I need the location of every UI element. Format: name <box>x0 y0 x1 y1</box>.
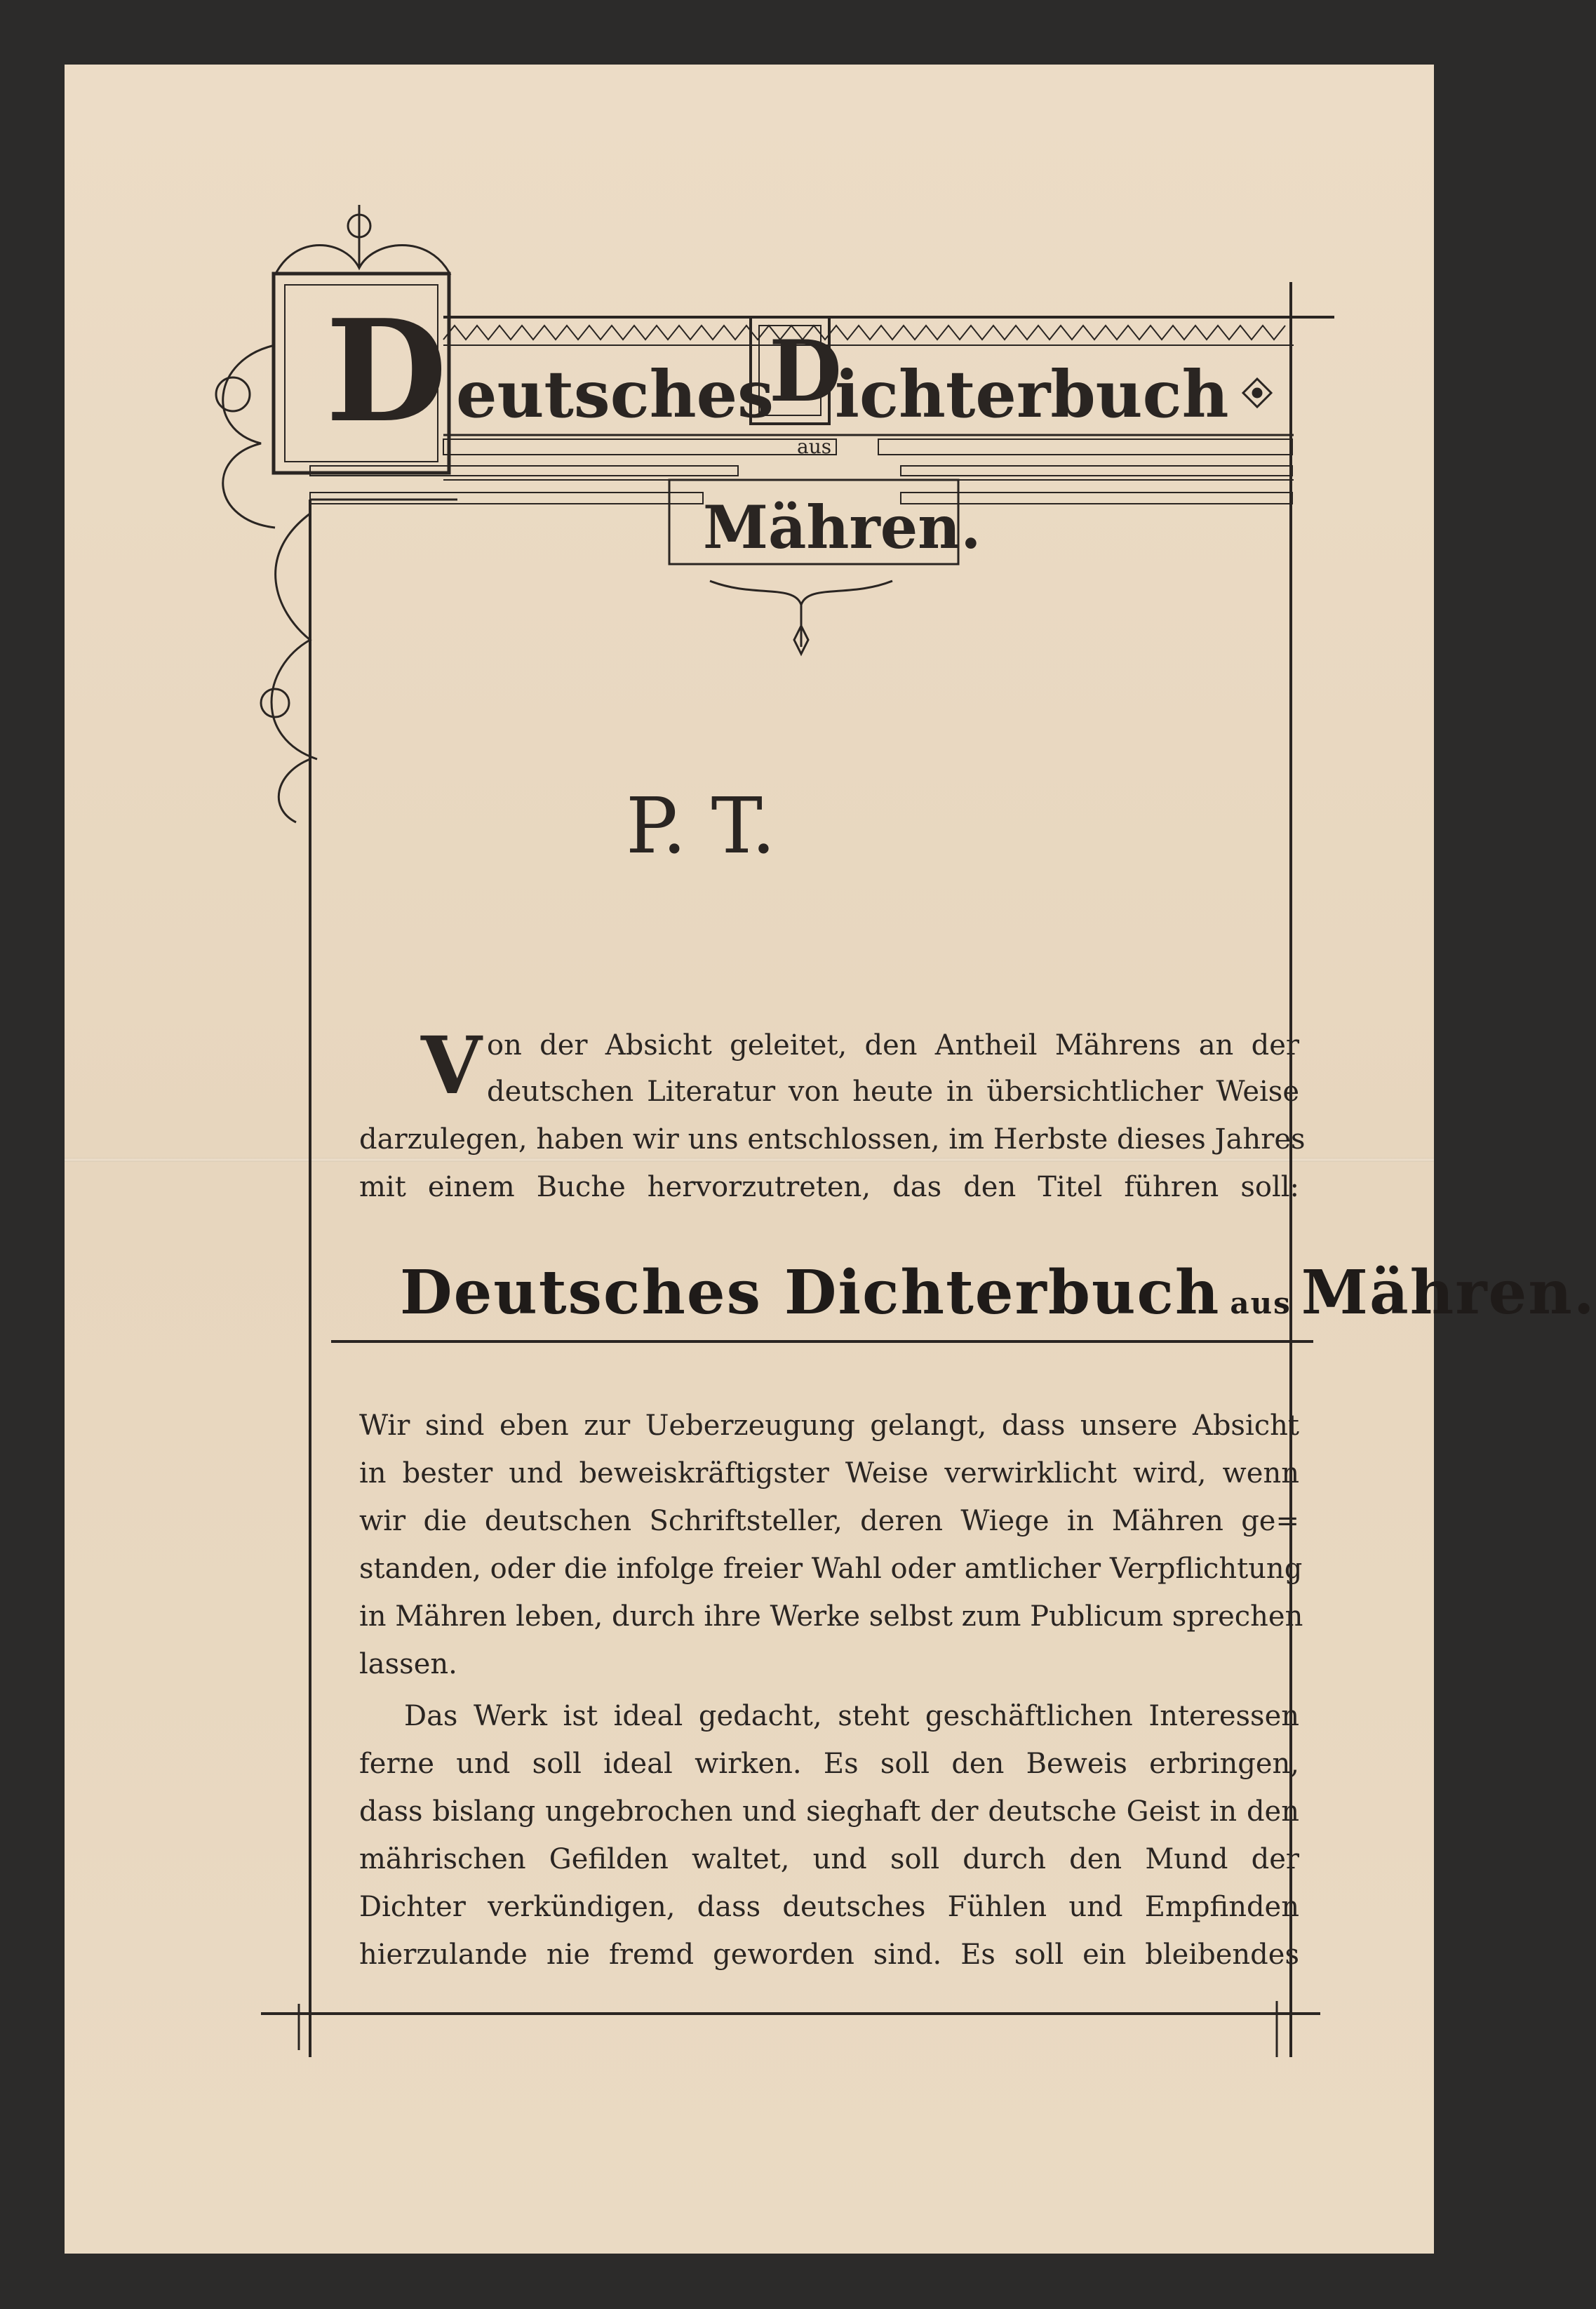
body-para1-line-3: wir die deutschen Schriftsteller, deren Wiege in Mähren ge= <box>359 1505 1299 1537</box>
header-title-word-2: ichterbuch <box>835 356 1229 432</box>
body-para1-line-4: standen, oder die infolge freier Wahl oder amtlicher Verpflichtung <box>359 1553 1303 1585</box>
intro-line-3: darzulegen, haben wir uns entschlossen, im Herbste dieses Jahres <box>359 1123 1306 1156</box>
book-title-part-1: Deutsches Dichterbuch <box>400 1257 1221 1328</box>
body-para1-line-5: in Mähren leben, durch ihre Werke selbst zum Publicum sprechen <box>359 1600 1303 1633</box>
body-para2-line-5: Dichter verkündigen, dass deutsches Fühlen und Empfinden <box>359 1891 1299 1923</box>
body-para2-line-2: ferne und soll ideal wirken. Es soll den Beweis erbringen, <box>359 1748 1299 1780</box>
body-para2-line-6: hierzulande nie fremd geworden sind. Es soll ein bleibendes <box>359 1939 1299 1971</box>
intro-line-1: on der Absicht geleitet, den Antheil Mährens an der <box>487 1029 1299 1062</box>
header-subtitle: Mähren. <box>703 493 981 562</box>
intro-line-4: mit einem Buche hervorzutreten, das den Titel führen soll: <box>359 1171 1299 1203</box>
book-title-part-2: Mähren. <box>1301 1257 1596 1328</box>
header-initial-2: D <box>769 322 843 421</box>
header-connector: aus <box>797 435 832 458</box>
ornament-star-icon <box>1243 379 1271 407</box>
book-title-aus: aus <box>1230 1286 1292 1320</box>
intro-line-2: deutschen Literatur von heute in übersichtlicher Weise <box>487 1076 1299 1108</box>
body-para1-line-2: in bester und beweiskräftigster Weise verwirklicht wird, wenn <box>359 1457 1299 1490</box>
body-para2-line-3: dass bislang ungebrochen und sieghaft der deutsche Geist in den <box>359 1795 1299 1828</box>
salutation: P. T. <box>626 781 776 871</box>
book-title-rule <box>331 1340 1313 1343</box>
ornament-scroll-icon <box>216 345 317 822</box>
ornament-pendant-icon <box>710 581 892 654</box>
ornament-crown-icon <box>275 205 450 275</box>
body-para1-line-1: Wir sind eben zur Ueberzeugung gelangt, dass unsere Absicht <box>359 1410 1299 1442</box>
header-title-word-1: eutsches <box>456 356 774 432</box>
book-title <box>400 1257 1596 1328</box>
body-para1-line-6: lassen. <box>359 1648 457 1680</box>
header-initial-1: D <box>326 289 448 454</box>
intro-dropcap: V <box>421 1020 482 1112</box>
ornament-band-top <box>443 326 1285 340</box>
body-para2-line-4: mährischen Gefilden waltet, und soll durch den Mund der <box>359 1843 1299 1875</box>
document-page <box>65 65 1596 2254</box>
body-para2-line-1: Das Werk ist ideal gedacht, steht geschäftlichen Interessen <box>404 1700 1299 1732</box>
